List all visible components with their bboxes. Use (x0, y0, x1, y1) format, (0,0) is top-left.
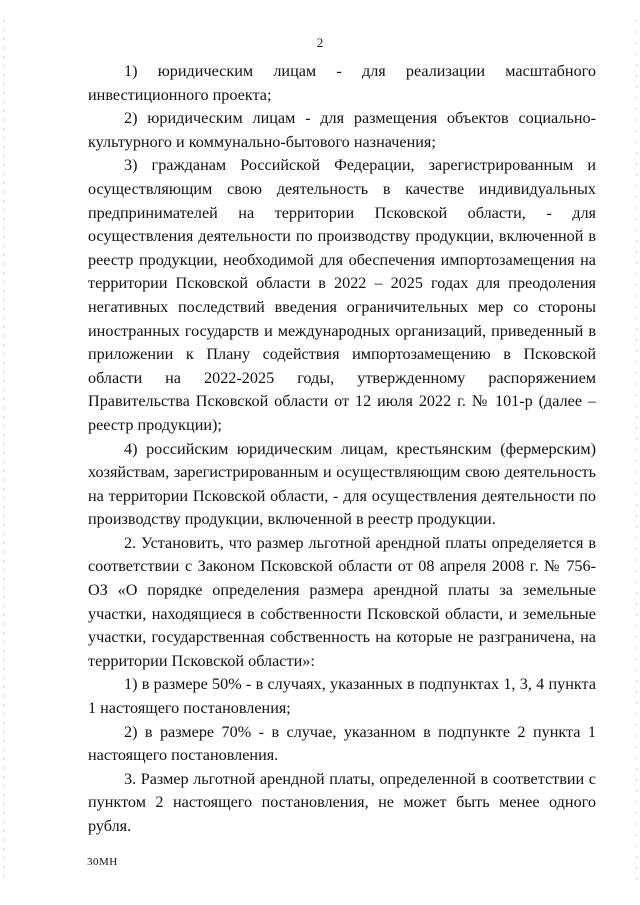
paragraph-clause-3: 3. Размер льготной арендной платы, определенной в соответствии с пунктом 2 настоящего постановления, не может быть менее одного рубля. (88, 769, 596, 835)
paragraph-clause-2: 2. Установить, что размер льготной арендной платы определяется в соответствии с Законом Псковской области от 08 апреля 2008 г. № 756-ОЗ «О порядке определения размера арендной платы за земельные участки, находящиеся в собственности Псковской области, и земельные участки, государственная собственность на которые не разграничена, на территории Псковской области»: (88, 533, 596, 670)
footer-code: 30МН (87, 856, 118, 868)
page-number: 2 (316, 35, 324, 50)
paragraph-item-1: 1) юридическим лицам - для реализации масштабного инвестиционного проекта; (88, 62, 596, 104)
paragraph-rate-70: 2) в размере 70% - в случае, указанном в подпункте 2 пункта 1 настоящего постановления. (88, 722, 596, 765)
paragraph-item-2: 2) юридическим лицам - для размещения объектов социально-культурного и коммунально-бытового назначения; (88, 109, 596, 151)
paragraph-item-4: 4) российским юридическим лицам, крестьянским (фермерским) хозяйствам, зарегистрированным и осуществляющим свою деятельность на территории Псковской области, - для осуществления деятельности по производству продукции, включенной в реестр продукции. (88, 439, 596, 529)
scan-edge-right (636, 20, 637, 880)
document-body (88, 60, 596, 839)
scan-edge-left (3, 20, 4, 880)
paragraph-rate-50: 1) в размере 50% - в случаях, указанных в подпунктах 1, 3, 4 пункта 1 настоящего постановления; (88, 675, 596, 718)
paragraph-item-3: 3) гражданам Российской Федерации, зарегистрированным и осуществляющим свою деятельность в качестве индивидуальных предпринимателей на территории Псковской области, - для осуществления деятельности по производству продукции, включенной в реестр продукции, необходимой для обеспечения импортозамещения на территории Псковской области в 2022 – 2025 годах для преодоления негативных последствий введения ограничительных мер со стороны иностранных государств и международных организаций, приведенный в приложении к Плану содействия импортозамещению в Псковской области на 2022-2025 годы, утвержденному распоряжением Правительства Псковской области от 12 июля 2022 г. № 101-р (далее – реестр продукции); (88, 156, 596, 434)
